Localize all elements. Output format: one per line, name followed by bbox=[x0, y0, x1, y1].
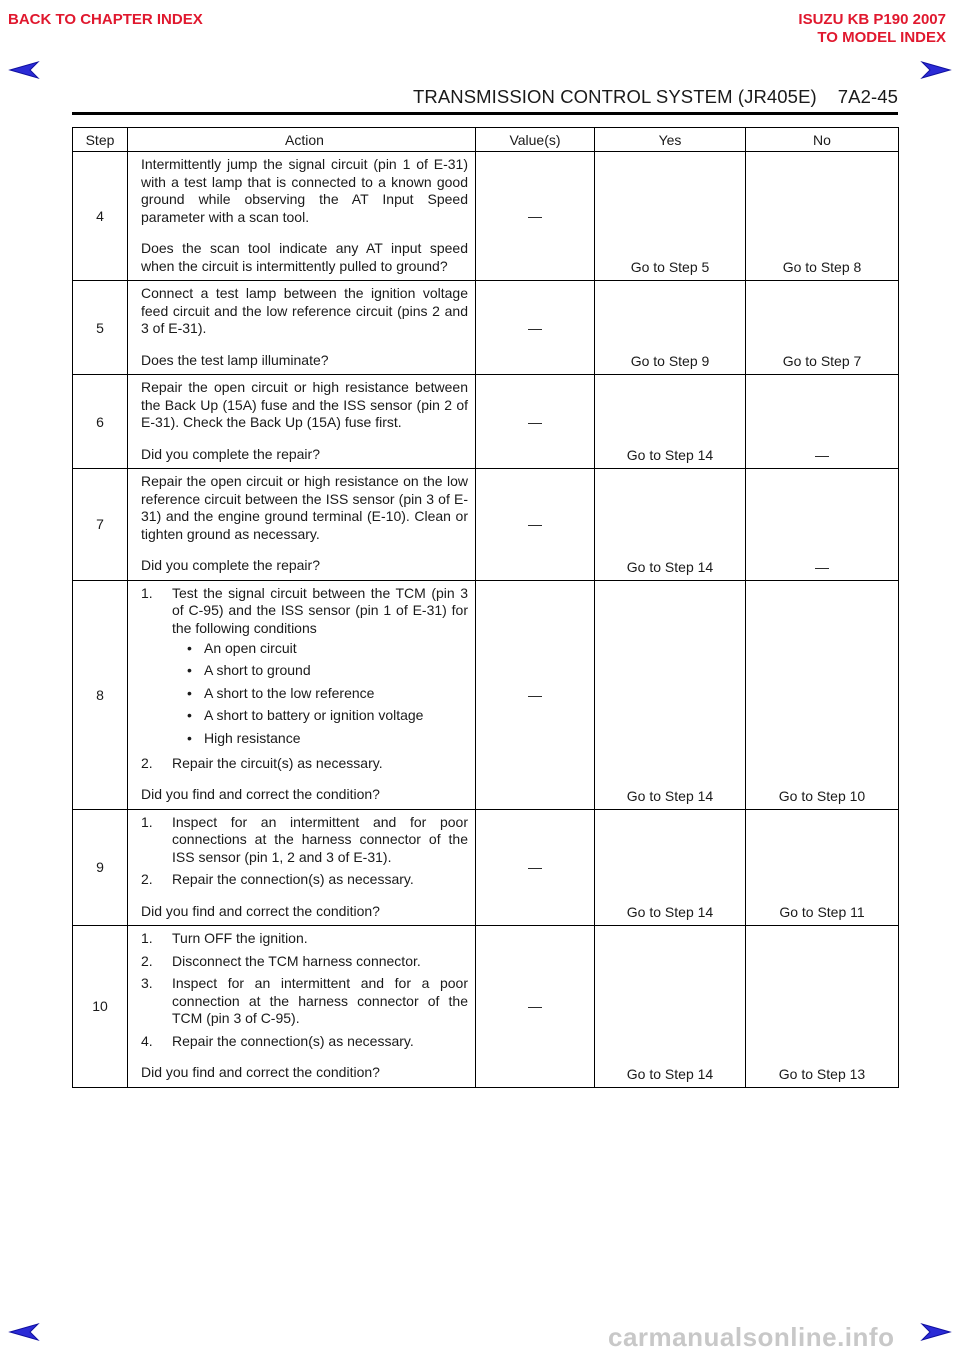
no-cell[interactable]: Go to Step 7 bbox=[746, 281, 899, 375]
step-text: Turn OFF the ignition. bbox=[172, 930, 308, 946]
diagnostic-table bbox=[72, 127, 899, 1088]
step-index: 2. bbox=[141, 952, 153, 969]
numbered-step bbox=[141, 814, 468, 867]
col-yes: Yes bbox=[595, 128, 746, 152]
step-number: 8 bbox=[73, 580, 128, 809]
action-question: Did you complete the repair? bbox=[141, 557, 320, 573]
bullet-item: • A short to the low reference bbox=[187, 684, 375, 701]
no-cell[interactable]: — bbox=[746, 469, 899, 581]
to-model-index-label[interactable]: TO MODEL INDEX bbox=[817, 29, 946, 46]
bullet-item: • A short to battery or ignition voltage bbox=[187, 707, 424, 723]
step-number: 7 bbox=[73, 469, 128, 581]
value-cell: — bbox=[476, 281, 595, 375]
step-text: Repair the connection(s) as necessary. bbox=[172, 871, 414, 887]
action-cell bbox=[128, 281, 476, 375]
numbered-step bbox=[141, 953, 468, 971]
action-question: Does the test lamp illuminate? bbox=[141, 351, 329, 368]
numbered-step bbox=[141, 975, 468, 1028]
value-cell: — bbox=[476, 152, 595, 281]
step-text: Inspect for an intermittent and for a poor connection at the harness connector of the TCM (pin 3 of C-95). bbox=[172, 975, 468, 1026]
table-row bbox=[73, 281, 899, 375]
action-cell bbox=[128, 809, 476, 926]
action-question: Does the scan tool indicate any AT input speed when the circuit is intermittently pulled to ground? bbox=[141, 240, 468, 274]
header-rule bbox=[72, 112, 898, 115]
action-text: Repair the open circuit or high resistance on the low reference circuit between the ISS sensor (pin 3 of E-31) and the engine ground terminal (E-10). Clean or tighten ground as necessary. bbox=[141, 473, 468, 542]
action-cell bbox=[128, 375, 476, 469]
action-question: Did you find and correct the condition? bbox=[141, 1064, 380, 1080]
step-number: 10 bbox=[73, 926, 128, 1088]
page-title: TRANSMISSION CONTROL SYSTEM (JR405E) 7A2-45 bbox=[412, 86, 898, 107]
next-page-arrow-icon[interactable] bbox=[920, 60, 952, 80]
yes-cell[interactable]: Go to Step 14 bbox=[595, 926, 746, 1088]
value-cell: — bbox=[476, 809, 595, 926]
step-index: 3. bbox=[141, 975, 153, 991]
table-row bbox=[73, 809, 899, 926]
watermark: carmanualsonline.info bbox=[608, 1322, 895, 1352]
table-header-row bbox=[73, 128, 899, 152]
table-row bbox=[73, 375, 899, 469]
action-cell bbox=[128, 152, 476, 281]
yes-cell[interactable]: Go to Step 9 bbox=[595, 281, 746, 375]
value-cell: — bbox=[476, 580, 595, 809]
next-page-arrow-bottom-icon[interactable] bbox=[920, 1322, 952, 1342]
numbered-step bbox=[141, 585, 468, 638]
no-cell[interactable]: Go to Step 11 bbox=[746, 809, 899, 926]
yes-cell[interactable]: Go to Step 5 bbox=[595, 152, 746, 281]
no-cell[interactable]: Go to Step 13 bbox=[746, 926, 899, 1088]
step-text: Repair the connection(s) as necessary. bbox=[172, 1032, 414, 1049]
bullet-item: • High resistance bbox=[187, 729, 301, 746]
step-index: 2. bbox=[141, 871, 153, 887]
col-step: Step bbox=[73, 128, 128, 152]
bullet-item: • An open circuit bbox=[187, 639, 297, 656]
action-question: Did you find and correct the condition? bbox=[141, 902, 380, 919]
step-index: 2. bbox=[141, 754, 153, 771]
col-no: No bbox=[746, 128, 899, 152]
action-text: Connect a test lamp between the ignition voltage feed circuit and the low reference circuit (pins 2 and 3 of E-31). bbox=[141, 285, 468, 336]
step-index: 1. bbox=[141, 584, 153, 601]
step-number: 4 bbox=[73, 152, 128, 281]
yes-cell[interactable]: Go to Step 14 bbox=[595, 809, 746, 926]
step-number: 5 bbox=[73, 281, 128, 375]
value-cell: — bbox=[476, 926, 595, 1088]
step-index: 1. bbox=[141, 930, 153, 946]
yes-cell[interactable]: Go to Step 14 bbox=[595, 580, 746, 809]
table-row bbox=[73, 580, 899, 809]
step-number: 6 bbox=[73, 375, 128, 469]
table-row bbox=[73, 926, 899, 1088]
brand-title: ISUZU KB P190 2007 bbox=[798, 11, 946, 28]
step-text: Disconnect the TCM harness connector. bbox=[172, 952, 421, 969]
step-text: Inspect for an intermittent and for poor connections at the harness connector of the ISS sensor (pin 1, 2 and 3 of E-31). bbox=[172, 813, 468, 865]
step-index: 1. bbox=[141, 813, 153, 830]
action-cell bbox=[128, 580, 476, 809]
step-number: 9 bbox=[73, 809, 128, 926]
action-cell bbox=[128, 926, 476, 1088]
previous-page-arrow-icon[interactable] bbox=[8, 60, 40, 80]
previous-page-arrow-bottom-icon[interactable] bbox=[8, 1322, 40, 1342]
yes-cell[interactable]: Go to Step 14 bbox=[595, 469, 746, 581]
action-cell bbox=[128, 469, 476, 581]
no-cell[interactable]: Go to Step 8 bbox=[746, 152, 899, 281]
col-value: Value(s) bbox=[476, 128, 595, 152]
no-cell[interactable]: — bbox=[746, 375, 899, 469]
step-index: 4. bbox=[141, 1032, 153, 1049]
bullet-item: • A short to ground bbox=[187, 662, 311, 678]
table-row bbox=[73, 152, 899, 281]
step-text: Test the signal circuit between the TCM (pin 3 of C-95) and the ISS sensor (pin 1 of E-31) for the following conditions bbox=[172, 584, 468, 636]
model-index-link[interactable] bbox=[798, 11, 946, 47]
table-row bbox=[73, 469, 899, 581]
action-question: Did you complete the repair? bbox=[141, 445, 320, 462]
yes-cell[interactable]: Go to Step 14 bbox=[595, 375, 746, 469]
action-text: Intermittently jump the signal circuit (pin 1 of E-31) with a test lamp that is connected to a known good ground while observing the AT Input Speed parameter with a scan tool. bbox=[141, 156, 468, 225]
no-cell[interactable]: Go to Step 10 bbox=[746, 580, 899, 809]
action-question: Did you find and correct the condition? bbox=[141, 786, 380, 802]
value-cell: — bbox=[476, 469, 595, 581]
numbered-step bbox=[141, 930, 468, 948]
col-action: Action bbox=[128, 128, 476, 152]
back-to-chapter-index-link[interactable]: BACK TO CHAPTER INDEX bbox=[8, 11, 203, 28]
numbered-step bbox=[141, 755, 468, 773]
action-text: Repair the open circuit or high resistance between the Back Up (15A) fuse and the ISS sensor (pin 2 of E-31). Check the Back Up (15A) fuse first. bbox=[141, 379, 468, 430]
value-cell: — bbox=[476, 375, 595, 469]
step-text: Repair the circuit(s) as necessary. bbox=[172, 754, 383, 771]
numbered-step bbox=[141, 871, 468, 889]
numbered-step bbox=[141, 1033, 468, 1051]
